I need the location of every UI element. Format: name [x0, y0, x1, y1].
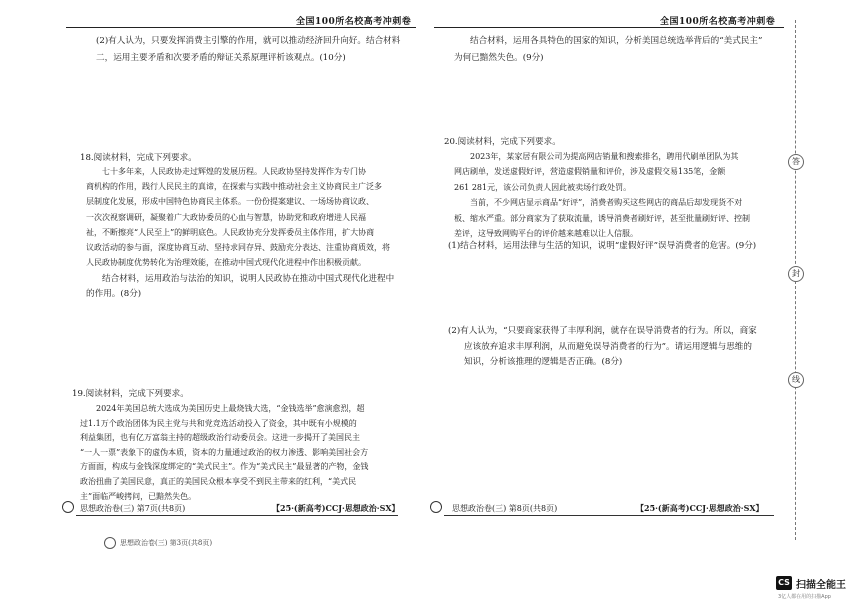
binding-label-da: 答 [788, 154, 804, 170]
q20-part1: (1)结合材料，运用法律与生活的知识，说明“虚假好评”误导消费者的危害。(9分) [448, 241, 757, 251]
q18-task-line: 结合材料，运用政治与法治的知识，说明人民政协在推动中国式现代化进程中 [102, 274, 395, 284]
q18-material-line: 一次次视察调研，凝聚着广大政协委员的心血与智慧，协助党和政府增进人民福 [86, 212, 366, 222]
q17-line: 二，运用主要矛盾和次要矛盾的辩证关系原理评析该观点。(10分) [96, 53, 346, 63]
q18-material-line: 议政活动的参与面，深度协商互动、坚持求同存异、鼓励充分表达、注重协商质效，将 [86, 243, 390, 253]
right-footer-code: 【25·(新高考)CCJ·思想政治·SX】 [636, 503, 764, 513]
q20-material-line: 差评，这导致网购平台的评价越来越难以让人信服。 [454, 229, 638, 239]
q20-material-line: 当前，不少网店显示商品“好评”，消费者购买这些网店的商品后却发现货不对 [470, 198, 743, 208]
q19-material-line: 主”面临严峻拷问，已黯然失色。 [80, 491, 197, 501]
q20-material-line: 板、缩水严重。部分商家为了获取流量，诱导消费者刷好评，甚至批量刷好评、控制 [454, 213, 750, 223]
binding-margin [786, 20, 806, 540]
q20-material-line: 网店刷单，发送虚假好评，营造虚假销量和评价，涉及虚假交易135笔，金额 [454, 167, 726, 177]
q20-part2-line: (2)有人认为，“只要商家获得了丰厚利润，就存在误导消费者的行为。所以，商家 [448, 326, 757, 336]
q18-task [86, 272, 416, 302]
q19-task-line: 为何已黯然失色。(9分) [454, 53, 544, 63]
q18-material-line: 人民政协制度优势转化为治理效能，在推动中国式现代化进程中作出积极贡献。 [86, 258, 366, 268]
footer-seal-icon [430, 501, 442, 513]
q18-material-line: 祉，不断擦亮“人民至上”的鲜明底色。人民政协充分发挥委员主体作用，扩大协商 [86, 227, 375, 237]
q20-material-line: 261 281元，该公司负责人因此被卖场行政处罚。 [454, 182, 632, 192]
left-footer-page: 思想政治卷(三) 第7页(共8页) [80, 504, 186, 513]
footer-seal-icon [62, 501, 74, 513]
q18-task-line: 的作用。(8分) [86, 289, 142, 299]
camscanner-tagline: 3亿人都在用的扫描App [778, 594, 831, 600]
q19-title: 19.阅读材料，完成下列要求。 [72, 389, 189, 399]
q20-part2-line: 应该放弃追求丰厚利润，从而避免误导消费者的行为”。请运用逻辑与思维的 [464, 341, 752, 352]
q17-line: (2)有人认为，只要发挥消费主引擎的作用，就可以推动经济回升向好。结合材料 [96, 36, 401, 46]
bleed-through-footer: 思想政治卷(三) 第3页(共8页) [120, 539, 213, 547]
right-footer-page: 思想政治卷(三) 第8页(共8页) [452, 504, 558, 513]
q19-material-line: 政治扭曲了美国民意，真正的美国民众根本享受不到民主带来的红利，“美式民 [80, 476, 357, 486]
q19-material-line: 利益集团，也有亿万富翁主持的超级政治行动委员会。这进一步揭开了美国民主 [80, 433, 360, 443]
q19-material-line: 过1.1万个政治团体为民主党与共和党竞选活动投入了资金，其中既有小规模的 [80, 418, 357, 428]
q19-task-line: 结合材料，运用各具特色的国家的知识，分析美国总统选举背后的“美式民主” [470, 36, 763, 46]
left-footer-code: 【25·(新高考)CCJ·思想政治·SX】 [272, 503, 400, 513]
q20-part2-line: 知识，分析该推理的逻辑是否正确。(8分) [464, 357, 623, 367]
q18-title: 18.阅读材料，完成下列要求。 [80, 153, 197, 163]
right-page-header: 全国100所名校高考冲刺卷 [660, 17, 776, 27]
right-footer-rule [444, 515, 774, 516]
q20-material [454, 149, 784, 241]
camscanner-name: 扫描全能王 [796, 580, 846, 591]
faint-seal-icon [104, 537, 116, 549]
q20-material-line: 2023年，某家居有限公司为提高网店销量和搜索排名，聘用代刷单团队为其 [470, 152, 739, 161]
binding-label-xian: 线 [788, 372, 804, 388]
q19-material-line: 2024年美国总统大选成为美国历史上最烧钱大选，“金钱选举”愈演愈烈，超 [96, 404, 365, 413]
q18-material-line: 商机构的作用，践行人民民主的真谛，在探索与实践中推动社会主义协商民主广泛多 [86, 182, 382, 192]
left-page-header: 全国100所名校高考冲刺卷 [296, 17, 412, 27]
camscanner-logo-icon: CS [776, 576, 792, 590]
left-header-rule [66, 27, 416, 28]
q19-material-line: 方面面，构成与金钱深度绑定的“美式民主”。作为“美式民主”最显著的产物，金钱 [80, 462, 369, 472]
q20-part2 [448, 324, 788, 371]
q17-part2 [96, 33, 426, 67]
binding-label-feng: 封 [788, 266, 804, 282]
right-header-rule [434, 27, 784, 28]
q18-material-line: 层制度化发展，形成中国特色协商民主体系。一份份提案建议、一场场协商议政、 [86, 197, 374, 207]
q19-material [80, 402, 410, 504]
q19-material-line: “一人一票”表象下的虚伪本质，资本的力量通过政治的权力渗透、影响美国社会方 [80, 447, 369, 457]
left-footer-rule [76, 515, 398, 516]
q19-task [454, 33, 784, 67]
q20-title: 20.阅读材料，完成下列要求。 [444, 137, 561, 147]
q18-material [86, 164, 416, 270]
q18-material-line: 七十多年来，人民政协走过辉煌的发展历程。人民政协坚持发挥作为专门协 [102, 167, 366, 176]
